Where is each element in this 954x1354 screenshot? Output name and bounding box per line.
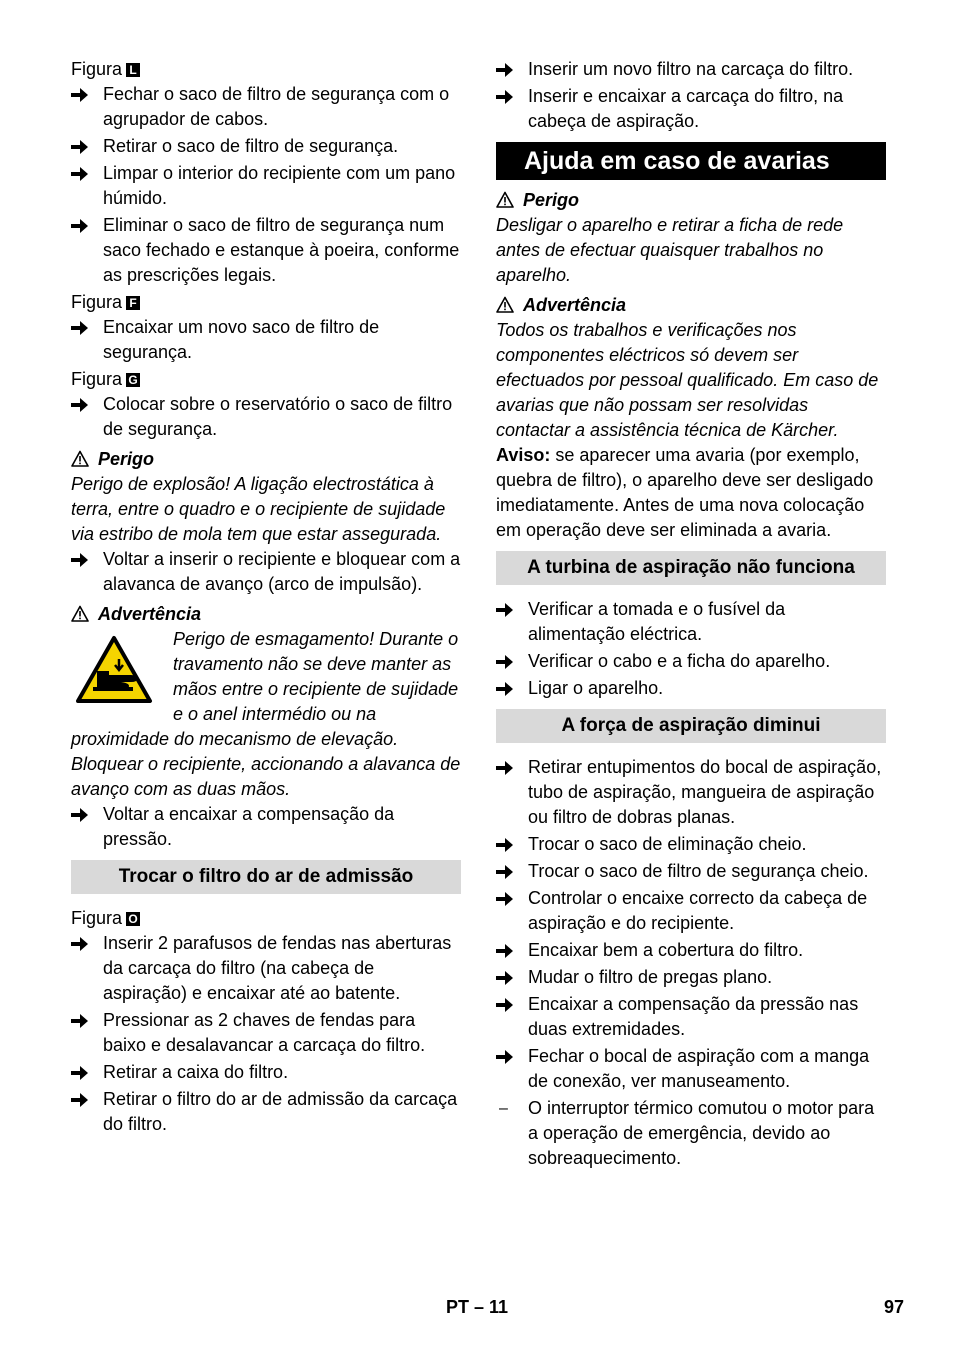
step-item (496, 57, 886, 82)
figure-letter-badge: G (126, 373, 140, 387)
step-item (71, 392, 461, 442)
arrow-right-icon (496, 760, 514, 776)
notice-paragraph: Aviso: se aparecer uma avaria (por exemplo, quebra de filtro), o aparelho deve ser desligado imediatamente. Antes de uma nova colocação em operação deve ser eliminada a avaria. (496, 445, 874, 540)
arrow-right-icon (71, 1013, 89, 1029)
figure-letter-badge: O (126, 912, 140, 926)
step-item (496, 649, 886, 674)
arrow-right-icon (71, 218, 89, 234)
arrow-right-icon (71, 936, 89, 952)
step-item (496, 1044, 886, 1094)
arrow-right-icon (496, 864, 514, 880)
dash-list (496, 1096, 886, 1171)
step-list (496, 597, 886, 701)
step-text: Inserir e encaixar a carcaça do filtro, na cabeça de aspiração. (528, 86, 844, 131)
dash-list-item (496, 1096, 886, 1171)
step-list (496, 57, 886, 134)
arrow-right-icon (71, 1092, 89, 1108)
warning-text: Todos os trabalhos e verificações nos componentes eléctricos só devem ser efectuados por pessoal qualificado. Em caso de avarias que não possam ser resolvidas contactar a assistência técnica de Kärcher. (496, 320, 879, 440)
step-list (496, 755, 886, 1094)
step-text: Inserir 2 parafusos de fendas nas aberturas da carcaça do filtro (na cabeça de aspiração) e encaixar até ao batente. (103, 933, 452, 1003)
step-list (71, 315, 461, 365)
step-text: Fechar o bocal de aspiração com a manga de conexão, ver manuseamento. (528, 1046, 870, 1091)
step-text: Encaixar um novo saco de filtro de segurança. (103, 317, 380, 362)
arrow-right-icon (71, 166, 89, 182)
footer-section-label: PT – 11 (446, 1297, 509, 1317)
step-item (496, 965, 886, 990)
step-text: Verificar o cabo e a ficha do aparelho. (528, 651, 831, 671)
left-column (71, 57, 461, 1139)
step-item (71, 213, 461, 288)
warning-triangle-icon (496, 191, 514, 208)
arrow-right-icon (71, 807, 89, 823)
arrow-right-icon (71, 1065, 89, 1081)
step-text: Trocar o saco de filtro de segurança cheio. (528, 861, 869, 881)
arrow-right-icon (496, 89, 514, 105)
step-item (496, 597, 886, 647)
step-item (496, 755, 886, 830)
warning-text: Perigo de esmagamento! Durante o travamento não se deve manter as mãos entre o recipiente de sujidade e o anel intermédio ou na proximidade do mecanismo de elevação. Bloquear o recipiente, accionando a alavanca de avanço com as duas mãos. (71, 629, 461, 799)
section-title-troubleshooting: Ajuda em caso de avarias (496, 142, 886, 180)
arrow-right-icon (71, 397, 89, 413)
step-text: Trocar o saco de eliminação cheio. (528, 834, 807, 854)
figure-ref-l: Figura L (71, 57, 461, 82)
step-text: Encaixar a compensação da pressão nas duas extremidades. (528, 994, 859, 1039)
step-item (71, 547, 461, 597)
arrow-right-icon (496, 997, 514, 1013)
figure-ref-o: Figura O (71, 906, 461, 931)
step-text: Voltar a encaixar a compensação da pressão. (103, 804, 395, 849)
step-text: Voltar a inserir o recipiente e bloquear com a alavanca de avanço (arco de impulsão). (103, 549, 461, 594)
warning-triangle-icon (71, 605, 89, 622)
step-list (71, 392, 461, 442)
step-text: Mudar o filtro de pregas plano. (528, 967, 773, 987)
step-text: Pressionar as 2 chaves de fendas para baixo e desalavancar a carcaça do filtro. (103, 1010, 426, 1055)
step-item (71, 931, 461, 1006)
danger-heading: Perigo (496, 188, 886, 213)
arrow-right-icon (71, 320, 89, 336)
step-text: Fechar o saco de filtro de segurança com o agrupador de cabos. (103, 84, 450, 129)
step-item (496, 938, 886, 963)
arrow-right-icon (496, 943, 514, 959)
step-item (71, 134, 461, 159)
step-list (71, 547, 461, 597)
step-list (71, 802, 461, 852)
step-text: Retirar a caixa do filtro. (103, 1062, 289, 1082)
page-number: 97 (884, 1297, 905, 1317)
arrow-right-icon (496, 1049, 514, 1065)
section-title-air-filter: Trocar o filtro do ar de admissão (71, 860, 461, 894)
warning-heading: Advertência (496, 293, 886, 318)
arrow-right-icon (496, 602, 514, 618)
step-item (496, 859, 886, 884)
step-item (71, 1008, 461, 1058)
step-text: Controlar o encaixe correcto da cabeça de aspiração e do recipiente. (528, 888, 868, 933)
arrow-right-icon (496, 654, 514, 670)
arrow-right-icon (496, 891, 514, 907)
step-text: Retirar o filtro do ar de admissão da carcaça do filtro. (103, 1089, 458, 1134)
step-text: Colocar sobre o reservatório o saco de filtro de segurança. (103, 394, 453, 439)
arrow-right-icon (71, 139, 89, 155)
hand-crush-hazard-icon (75, 635, 153, 705)
step-item (71, 161, 461, 211)
subsection-title-suction-power: A força de aspiração diminui (496, 709, 886, 743)
step-item (71, 802, 461, 852)
step-text: O interruptor térmico comutou o motor para a operação de emergência, devido ao sobreaquecimento. (528, 1098, 875, 1168)
step-text: Eliminar o saco de filtro de segurança num saco fechado e estanque à poeira, conforme as prescrições legais. (103, 215, 460, 285)
step-text: Verificar a tomada e o fusível da alimentação eléctrica. (528, 599, 786, 644)
warning-heading: Advertência (71, 602, 461, 627)
warning-triangle-icon (71, 450, 89, 467)
arrow-right-icon (496, 62, 514, 78)
step-item (496, 992, 886, 1042)
step-item (71, 1060, 461, 1085)
figure-ref-f: Figura F (71, 290, 461, 315)
step-list (71, 931, 461, 1137)
warning-triangle-icon (496, 296, 514, 313)
arrow-right-icon (71, 87, 89, 103)
arrow-right-icon (71, 552, 89, 568)
step-text: Ligar o aparelho. (528, 678, 664, 698)
step-text: Retirar entupimentos do bocal de aspiração, tubo de aspiração, mangueira de aspiração ou filtro de dobras planas. (528, 757, 882, 827)
arrow-right-icon (496, 681, 514, 697)
arrow-right-icon (496, 970, 514, 986)
dash-marker: – (499, 1100, 508, 1117)
step-list (71, 82, 461, 288)
step-item (71, 82, 461, 132)
figure-letter-badge: F (126, 296, 140, 310)
arrow-right-icon (496, 837, 514, 853)
step-item (71, 1087, 461, 1137)
step-item (496, 886, 886, 936)
figure-ref-g: Figura G (71, 367, 461, 392)
subsection-title-turbine: A turbina de aspiração não funciona (496, 551, 886, 585)
danger-heading: Perigo (71, 447, 461, 472)
right-column (496, 57, 886, 1173)
step-text: Limpar o interior do recipiente com um pano húmido. (103, 163, 456, 208)
step-text: Inserir um novo filtro na carcaça do filtro. (528, 59, 854, 79)
step-item (496, 676, 886, 701)
step-item (496, 832, 886, 857)
step-item (496, 84, 886, 134)
step-text: Retirar o saco de filtro de segurança. (103, 136, 399, 156)
step-text: Encaixar bem a cobertura do filtro. (528, 940, 804, 960)
danger-text: Desligar o aparelho e retirar a ficha de rede antes de efectuar quaisquer trabalhos no aparelho. (496, 215, 844, 285)
figure-letter-badge: L (126, 63, 140, 77)
step-item (71, 315, 461, 365)
danger-text: Perigo de explosão! A ligação electrostática à terra, entre o quadro e o recipiente de sujidade via estribo de mola tem que estar assegurada. (71, 474, 446, 544)
